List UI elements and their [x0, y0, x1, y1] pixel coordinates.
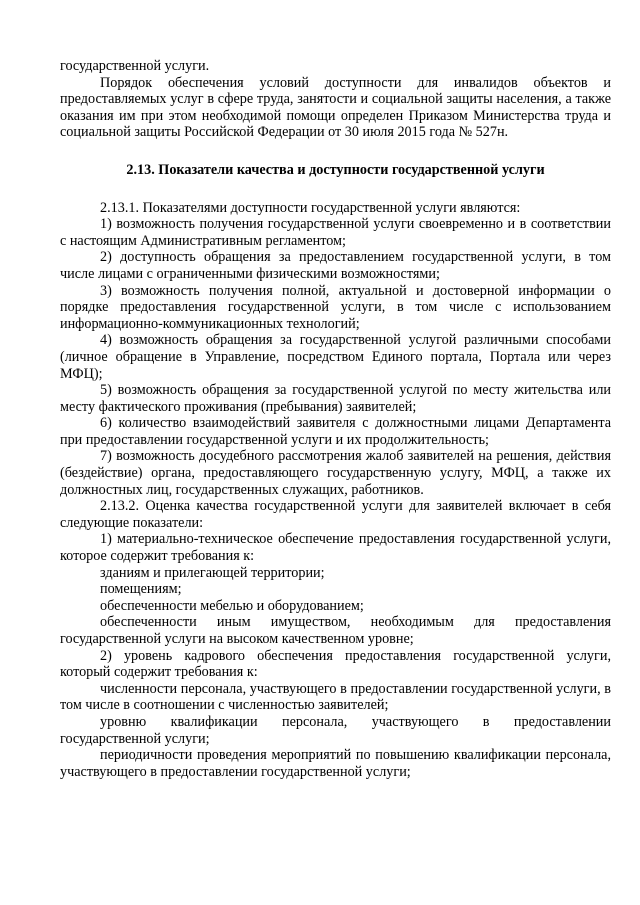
- list-item-2: 2) доступность обращения за предоставлением государственной услуги, в том числе лицами с ограниченными физическими возможностями;: [60, 249, 611, 282]
- quality-item-2c: периодичности проведения мероприятий по повышению квалификации персонала, участвующего в предоставлении государственной услуги;: [60, 747, 611, 780]
- document-body: [60, 58, 611, 780]
- list-item-1: 1) возможность получения государственной услуги своевременно и в соответствии с настоящим Административным регламентом;: [60, 216, 611, 249]
- quality-item-1: 1) материально-техническое обеспечение предоставления государственной услуги, которое содержит требования к:: [60, 531, 611, 565]
- list-item-5: 5) возможность обращения за государственной услугой по месту жительства или месту фактического проживания (пребывания) заявителей;: [60, 382, 611, 415]
- quality-item-2b: уровню квалификации персонала, участвующего в предоставлении государственной услуги;: [60, 713, 611, 747]
- paragraph-2-13-1: 2.13.1. Показателями доступности государственной услуги являются:: [100, 199, 521, 216]
- quality-item-1a: зданиям и прилегающей территории;: [100, 564, 325, 581]
- list-item-4: 4) возможность обращения за государственной услугой различными способами (личное обращение в Управление, посредством Единого портала, Портала или через МФЦ);: [60, 332, 611, 382]
- quality-item-1d: обеспеченности иным имуществом, необходимым для предоставления государственной услуги на высоком качественном уровне;: [60, 614, 611, 647]
- paragraph-order: Порядок обеспечения условий доступности для инвалидов объектов и предоставляемых услуг в сфере труда, занятости и социальной защиты населения, а также оказания им при этом необходимой помощи определен Приказом Министерства труда и социальной защиты Российской Федерации от 30 июля 2015 года № 527н.: [60, 74, 611, 141]
- paragraph-2-13-2: 2.13.2. Оценка качества государственной услуги для заявителей включает в себя следующие показатели:: [60, 498, 611, 531]
- list-item-7: 7) возможность досудебного рассмотрения жалоб заявителей на решения, действия (бездействие) органа, предоставляющего государственную услугу, МФЦ, а также их должностных лиц, государственных служащих, работников.: [60, 448, 611, 498]
- section-heading: 2.13. Показатели качества и доступности государственной услуги: [126, 161, 545, 178]
- lead-fragment: государственной услуги.: [60, 58, 210, 74]
- list-item-6: 6) количество взаимодействий заявителя с должностными лицами Департамента при предоставлении государственной услуги и их продолжительность;: [60, 415, 611, 448]
- quality-item-1b: помещениям;: [100, 581, 182, 598]
- list-item-3: 3) возможность получения полной, актуальной и достоверной информации о порядке предоставления государственной услуги, в том числе с использованием информационно-коммуникационных технологий;: [60, 282, 611, 332]
- quality-item-2: 2) уровень кадрового обеспечения предоставления государственной услуги, который содержит требования к:: [60, 647, 611, 681]
- quality-item-1c: обеспеченности мебелью и оборудованием;: [100, 597, 364, 614]
- quality-item-2a: численности персонала, участвующего в предоставлении государственной услуги, в том числе в соотношении с численностью заявителей;: [60, 680, 611, 714]
